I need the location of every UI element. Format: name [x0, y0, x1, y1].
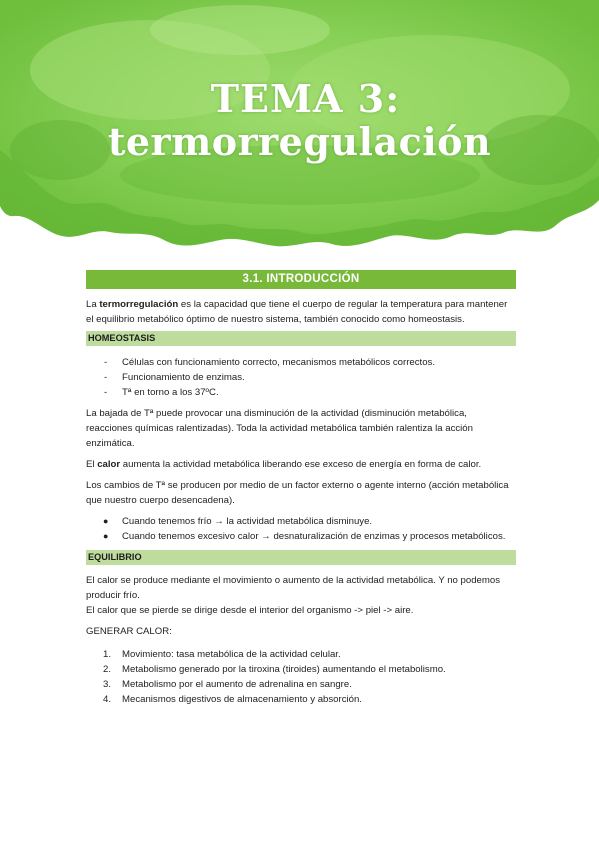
- paragraph-equilibrio-2: El calor que se pierde se dirige desde el interior del organismo -> piel -> aire.: [86, 605, 414, 616]
- temperature-bullets: [86, 514, 516, 544]
- homeostasis-list: [86, 355, 516, 400]
- list-item: 2. Metabolismo generado por la tiroxina (tiroides) aumentando el metabolismo.: [103, 664, 446, 675]
- list-item: - Funcionamiento de enzimas.: [104, 372, 245, 383]
- section-heading-introduccion: 3.1. INTRODUCCIÓN: [86, 270, 516, 289]
- paragraph-calor: El calor aumenta la actividad metabólica liberando ese exceso de energía en forma de calor.: [86, 459, 482, 470]
- paragraph-cambios: Los cambios de Tª se producen por medio de un factor externo o agente interno (acción metabólica que nuestro cuerpo desencadena).: [86, 480, 509, 506]
- keyword-calor: calor: [97, 459, 121, 470]
- subheading-homeostasis: HOMEOSTASIS: [86, 331, 516, 346]
- title-line-2: termorregulación: [107, 119, 492, 165]
- list-item: 1. Movimiento: tasa metabólica de la actividad celular.: [103, 649, 341, 660]
- list-item: 4. Mecanismos digestivos de almacenamiento y absorción.: [103, 694, 362, 705]
- list-item: 3. Metabolismo por el aumento de adrenalina en sangre.: [103, 679, 352, 690]
- paragraph-bajada: La bajada de Tª puede provocar una disminución de la actividad (disminución metabólica, reacciones químicas ralentizadas). Toda la actividad metabólica también ralentiza la acción enzimática.: [86, 408, 473, 449]
- list-item: ● Cuando tenemos frío → la actividad metabólica disminuye.: [103, 516, 373, 527]
- generar-calor-label: GENERAR CALOR:: [86, 626, 172, 637]
- list-item: ● Cuando tenemos excesivo calor → desnaturalización de enzimas y procesos metabólicos.: [103, 531, 506, 542]
- list-item: - Tª en torno a los 37ºC.: [104, 387, 219, 398]
- intro-paragraph: La termorregulación es la capacidad que tiene el cuerpo de regular la temperatura para mantener el equilibrio metabólico óptimo de nuestro sistema, también conocido como homeostasis.: [86, 299, 508, 325]
- keyword-termorregulacion: termorregulación: [99, 299, 179, 310]
- title-line-1: TEMA 3:: [210, 76, 401, 121]
- document-body: [86, 270, 516, 707]
- subheading-equilibrio: EQUILIBRIO: [86, 550, 516, 565]
- generar-calor-list: [86, 647, 516, 707]
- list-item: - Células con funcionamiento correcto, mecanismos metabólicos correctos.: [104, 357, 436, 368]
- paragraph-equilibrio-1: El calor se produce mediante el movimiento o aumento de la actividad metabólica. Y no podemos producir frío.: [86, 575, 501, 601]
- document-title: [0, 76, 599, 165]
